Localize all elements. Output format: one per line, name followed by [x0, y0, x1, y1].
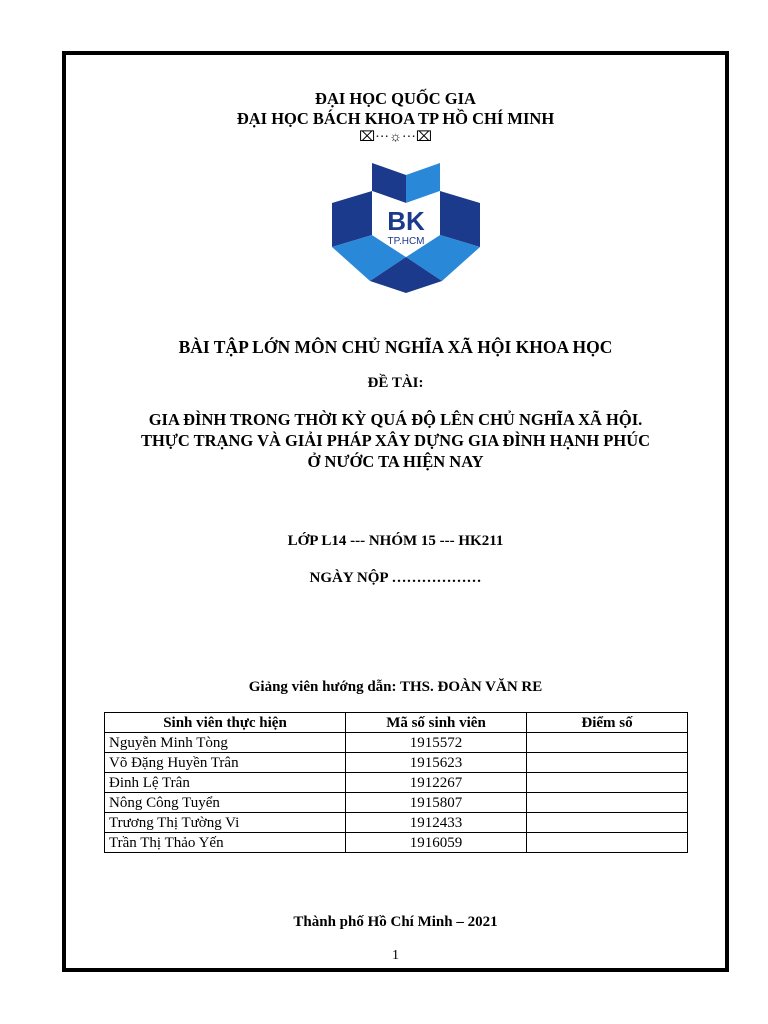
- student-id: 1912433: [346, 813, 527, 833]
- table-header-row: [105, 713, 688, 733]
- due-date: NGÀY NỘP ………………: [309, 570, 482, 586]
- student-id: 1915623: [346, 753, 527, 773]
- topic-line-2: THỰC TRẠNG VÀ GIẢI PHÁP XÂY DỰNG GIA ĐÌNH HẠNH PHÚC: [140, 431, 651, 450]
- student-score: [527, 833, 688, 853]
- student-score: [527, 793, 688, 813]
- student-name: Nguyễn Minh Tòng: [105, 733, 346, 753]
- table-row: [105, 773, 688, 793]
- logo-text-sub: TP.HCM: [387, 236, 425, 247]
- table-row: [105, 793, 688, 813]
- table-row: [105, 733, 688, 753]
- student-name: Võ Đặng Huyền Trân: [105, 753, 346, 773]
- logo-text-main: BK: [387, 206, 425, 236]
- table-row: [105, 833, 688, 853]
- student-score: [527, 813, 688, 833]
- assignment-title: BÀI TẬP LỚN MÔN CHỦ NGHĨA XÃ HỘI KHOA HỌC: [178, 337, 613, 357]
- university-line-2: ĐẠI HỌC BÁCH KHOA TP HỒ CHÍ MINH: [236, 109, 555, 128]
- class-info: LỚP L14 --- NHÓM 15 --- HK211: [287, 533, 504, 549]
- student-score: [527, 753, 688, 773]
- bk-logo: [330, 163, 482, 293]
- topic-line-1: GIA ĐÌNH TRONG THỜI KỲ QUÁ ĐỘ LÊN CHỦ NGHĨA XÃ HỘI.: [148, 410, 643, 429]
- student-table: [104, 712, 688, 853]
- student-name: Trần Thị Thảo Yến: [105, 833, 346, 853]
- header-ornament: ⌧···☼···⌧: [358, 130, 433, 145]
- page-number: 1: [392, 948, 399, 963]
- header-score: Điểm số: [527, 713, 688, 733]
- topic-label: ĐỀ TÀI:: [367, 375, 424, 391]
- student-name: Trương Thị Tường Vi: [105, 813, 346, 833]
- header-student-name: Sinh viên thực hiện: [105, 713, 346, 733]
- student-score: [527, 733, 688, 753]
- topic-line-3: Ở NƯỚC TA HIỆN NAY: [307, 452, 484, 471]
- university-line-1: ĐẠI HỌC QUỐC GIA: [315, 89, 476, 108]
- instructor: Giảng viên hướng dẫn: THS. ĐOÀN VĂN RE: [248, 679, 543, 695]
- student-name: Nông Công Tuyển: [105, 793, 346, 813]
- student-id: 1916059: [346, 833, 527, 853]
- student-id: 1912267: [346, 773, 527, 793]
- header-student-id: Mã số sinh viên: [346, 713, 527, 733]
- student-id: 1915572: [346, 733, 527, 753]
- footer-location-year: Thành phố Hồ Chí Minh – 2021: [293, 914, 498, 930]
- student-name: Đinh Lệ Trân: [105, 773, 346, 793]
- table-row: [105, 753, 688, 773]
- table-row: [105, 813, 688, 833]
- student-id: 1915807: [346, 793, 527, 813]
- page-border: [62, 51, 729, 972]
- student-score: [527, 773, 688, 793]
